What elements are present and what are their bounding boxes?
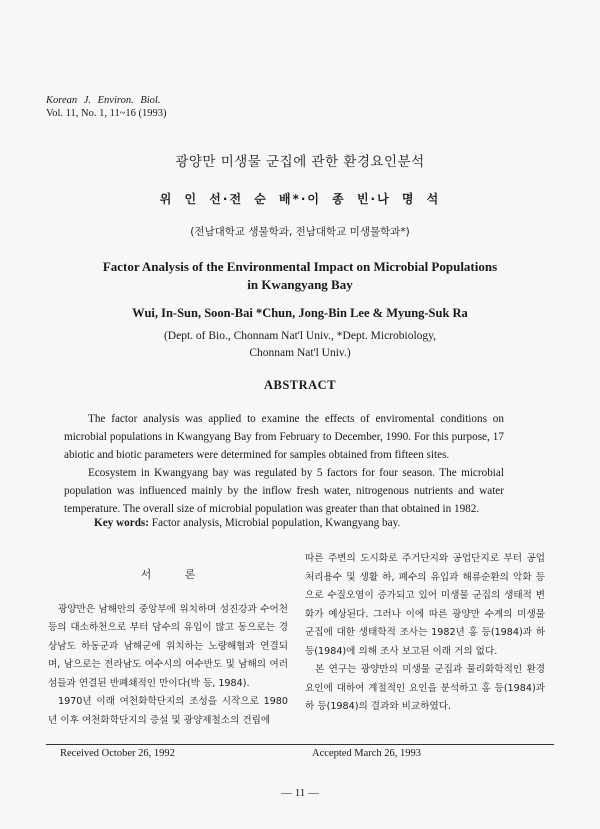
footer-divider bbox=[46, 744, 554, 745]
title-korean: 광양만 미생물 군집에 관한 환경요인분석 bbox=[175, 154, 425, 170]
authors-korean: 위 인 선·전 순 배*·이 종 빈·나 명 석 bbox=[159, 192, 441, 206]
body-paragraph: 광양만은 남해안의 중앙부에 위치하며 섬진강과 수어천 등의 대소하천으로 부터 담수의 유입이 많고 동으로는 경상남도 하동군과 남해군에 위치하는 노량해협과 연결되며, 남으로는 전라남도 여수시의 여수반도 및 남해의 여러 섬들과 연결된 반폐쇄적인 만이다(박 등, 1984). bbox=[48, 603, 288, 689]
abstract-paragraph-1: The factor analysis was applied to examine the effects of enviromental conditions on microbial populations in Kwangyang Bay from February to December, 1990. For this purpose, 17 abiotic and biotic parameters were determined for samples obtained from fifteen sites. bbox=[64, 413, 504, 461]
abstract-heading: ABSTRACT bbox=[263, 378, 337, 392]
authors-english: Wui, In-Sun, Soon-Bai *Chun, Jong-Bin Lee & Myung-Suk Ra bbox=[132, 306, 468, 320]
body-paragraph: 따른 주변의 도시화로 주거단지와 공업단지로 부터 공업처리용수 및 생활 하, 폐수의 유입과 해류순환의 악화 등으로 수질오염이 증가되고 있어 미생물 군집의 생태적 변화가 예상된다. 그러나 이에 따른 광양만 수계의 미생물 군집에 대한 생태학적 조사는 1982년 홍 등(1984)과 하 등(1984)에 의해 조사 보고된 이래 거의 없다. bbox=[305, 553, 545, 657]
section-heading-introduction: 서 론 bbox=[140, 568, 196, 581]
affiliation-korean: (전남대학교 생물학과, 전남대학교 미생물학과*) bbox=[190, 226, 410, 238]
journal-name: Korean J. Environ. Biol. bbox=[46, 95, 161, 106]
affiliation-english-line1: (Dept. of Bio., Chonnam Nat'l Univ., *Dept. Microbiology, bbox=[163, 330, 437, 342]
abstract-paragraph-2: Ecosystem in Kwangyang bay was regulated by 5 factors for four season. The microbial population was influenced mainly by the inflow fresh water, nitrogenous nutrients and water temperature. The overall size of microbial population was greater than that obtained in 1982. bbox=[64, 467, 504, 515]
affiliation-english bbox=[0, 328, 600, 362]
affiliation-english-line2: Chonnam Nat'l Univ.) bbox=[249, 347, 351, 359]
page-number: — 11 — bbox=[280, 787, 320, 799]
journal-volume: Vol. 11, No. 1, 11~16 (1993) bbox=[46, 108, 167, 119]
keywords bbox=[94, 517, 514, 529]
keywords-text: Factor analysis, Microbial population, Kwangyang bay. bbox=[149, 517, 401, 529]
received-date: Received October 26, 1992 bbox=[60, 748, 175, 759]
body-column-left bbox=[48, 550, 288, 730]
body-column-right bbox=[305, 550, 545, 717]
body-paragraph: 1970년 이래 여천화학단지의 조성을 시작으로 1980년 이후 여천화학단지의 증설 및 광양제철소의 건립에 bbox=[48, 696, 288, 726]
body-paragraph: 본 연구는 광양만의 미생물 군집과 물리화학적인 환경요인에 대하여 계절적인 요인을 분석하고 홍 등(1984)과 하 등(1984)의 결과와 비교하였다. bbox=[305, 664, 545, 712]
title-english bbox=[0, 258, 600, 294]
title-english-line1: Factor Analysis of the Environmental Impact on Microbial Populations bbox=[102, 259, 498, 274]
keywords-label: Key words: bbox=[94, 517, 149, 529]
accepted-date: Accepted March 26, 1993 bbox=[312, 748, 422, 759]
title-english-line2: in Kwangyang Bay bbox=[247, 277, 353, 292]
journal-citation bbox=[46, 94, 167, 120]
abstract-body bbox=[64, 410, 504, 518]
